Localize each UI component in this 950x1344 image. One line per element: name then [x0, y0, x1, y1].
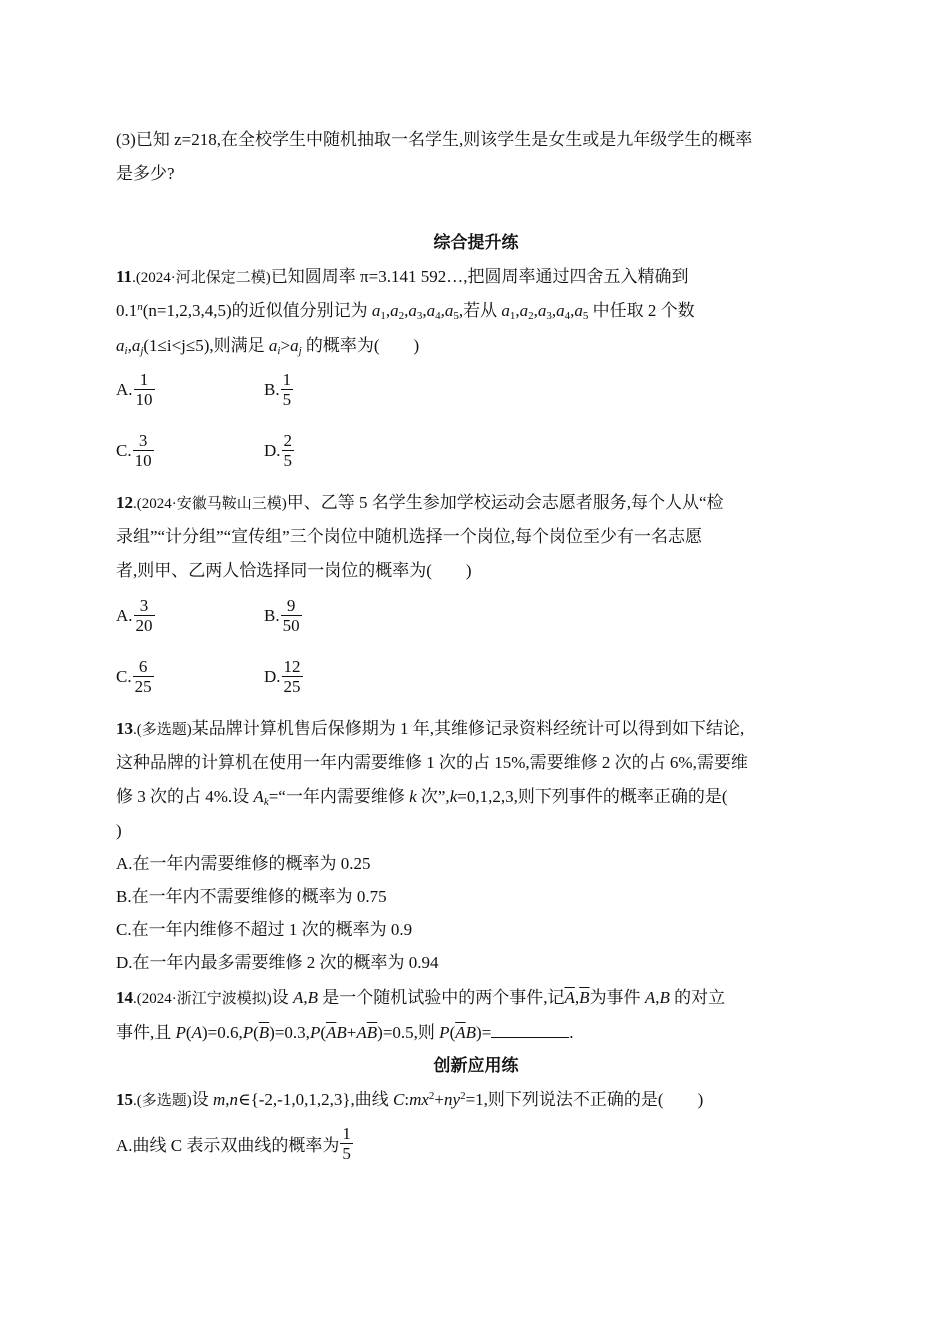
q11-option-c[interactable] [116, 431, 154, 470]
q11-line2: $0.1^n(n=1,2,3,4,5)$的近似值分别记为 $a_1,a_2,a_3,a_4,a_5$,若从 $a_1,a_2,a_3,a_4,a_5$ 中任取 2 个数 [116, 301, 695, 322]
q11-option-a-label: A. [116, 379, 133, 399]
q11-text1: 已知圆周率 π=3.141 592…,把圆周率通过四舍五入精确到 [270, 267, 689, 286]
q12-number: 12 [116, 493, 133, 512]
q11-option-d[interactable] [264, 431, 294, 470]
q15-option-a-text: A.曲线 C 表示双曲线的概率为 [116, 1136, 340, 1155]
q11-line3: $a_i,a_j(1\le i<j\le 5)$,则满足 $a_i>a_j$ 的概率为( ) [116, 336, 420, 357]
q11-source: .(2024·河北保定二模) [132, 270, 271, 286]
q11-line1 [116, 266, 688, 289]
q11-text3-a: (1≤i<j≤5),则满足 [143, 336, 269, 355]
q12-text3-end: ) [465, 561, 472, 580]
q13-text3-a: 修 3 次的占 4%.设 [116, 787, 254, 806]
q15-line1: 15.(多选题)设 m,n∈{-2,-1,0,1,2,3},曲线 $C:mx^2+ny^2=1$,则下列说法不正确的是( ) [116, 1090, 704, 1109]
q11-option-a[interactable] [116, 370, 155, 409]
q12-option-c-label: C. [116, 666, 132, 686]
q13-source: .(多选题) [133, 722, 192, 738]
q14-answer-blank[interactable] [491, 1021, 569, 1038]
q11-text3-c: ) [413, 336, 420, 355]
q12-source: .(2024·安徽马鞍山三模) [133, 496, 287, 512]
q11-number: 11 [116, 267, 133, 286]
q10-part3-line2: 是多少? [116, 164, 175, 183]
q14-text2-a: 事件,且 [116, 1023, 176, 1042]
q12-option-a-fraction: $\frac{3}{20}$ [135, 596, 153, 635]
q12-text3: 者,则甲、乙两人恰选择同一岗位的概率为( [116, 561, 432, 580]
q12-option-b[interactable] [264, 596, 302, 635]
q13-line2: 这种品牌的计算机在使用一年内需要维修 1 次的占 15%,需要维修 2 次的占 6%,需要维 [116, 753, 748, 772]
q13-line1 [116, 718, 744, 741]
q12-line1 [116, 492, 724, 515]
q15-text1-a: 设 [191, 1090, 213, 1109]
q11-option-d-label: D. [264, 440, 281, 460]
q13-option-a[interactable]: A.在一年内需要维修的概率为 0.25 [116, 854, 371, 873]
q12-option-d-fraction: $\frac{12}{25}$ [283, 657, 301, 696]
section-title-comprehensive: 综合提升练 [433, 233, 519, 252]
q14-text2-f: . [569, 1023, 574, 1042]
q12-option-d-label: D. [264, 666, 281, 686]
q12-option-c[interactable] [116, 657, 154, 696]
q12-option-b-label: B. [264, 605, 280, 625]
q12-line3 [116, 560, 472, 582]
q13-option-d[interactable]: D.在一年内最多需要维修 2 次的概率为 0.94 [116, 953, 439, 972]
q11-option-d-fraction: $\frac{2}{5}$ [283, 431, 293, 470]
q15-text1-c: =1,则下列说法不正确的是( [465, 1090, 664, 1109]
q11-option-b-label: B. [264, 379, 280, 399]
q15-option-a[interactable] [116, 1124, 353, 1163]
q10-part3-line1: (3)已知 z=218,在全校学生中随机抽取一名学生,则该学生是女生或是九年级学生的概率 [116, 130, 753, 149]
q14-text2-b: =0.6, [207, 1023, 243, 1042]
q13-line4: ) [116, 821, 122, 840]
q12-option-a-label: A. [116, 605, 133, 625]
q12-option-a[interactable] [116, 596, 155, 635]
q14-text1-b: 是一个随机试验中的两个事件,记 [318, 988, 565, 1007]
q14-line2: 事件,且 $P(A)=0.6,P(\overline{B})=0.3,P(\overline{A}B+A\overline{B})=0.5$,则 $P(\overline{A}B)=$ . [116, 1023, 574, 1042]
q12-option-c-fraction: $\frac{6}{25}$ [134, 657, 152, 696]
q13-line3: 修 3 次的占 4%.设 $A_k=“$一年内需要维修 k 次”,k=0,1,2,3,则下列事件的概率正确的是( [116, 787, 728, 808]
q13-text3-b: =“一年内需要维修 [268, 787, 410, 806]
q12-text1: 甲、乙等 5 名学生参加学校运动会志愿者服务,每个人从“检 [286, 493, 724, 512]
q11-option-c-fraction: $\frac{3}{10}$ [134, 431, 152, 470]
q11-option-a-fraction: $\frac{1}{10}$ [135, 370, 153, 409]
q11-text2-b: (n=1,2,3,4,5)的近似值分别记为 [142, 301, 372, 320]
q13-text3-d: =0,1,2,3,则下列事件的概率正确的是( [457, 787, 728, 806]
q15-number: 15 [116, 1090, 133, 1109]
q11-text2-a: 0.1 [116, 301, 138, 320]
q14-text2-c: =0.3, [274, 1023, 310, 1042]
q13-text1: 某品牌计算机售后保修期为 1 年,其维修记录资料经统计可以得到如下结论, [191, 719, 745, 738]
q11-option-b-fraction: $\frac{1}{5}$ [282, 370, 292, 409]
q11-text2-c: ,若从 [458, 301, 502, 320]
q14-text1-a: 设 [271, 988, 293, 1007]
q13-option-c[interactable]: C.在一年内维修不超过 1 次的概率为 0.9 [116, 920, 413, 939]
q12-line2: 录组”“计分组”“宣传组”三个岗位中随机选择一个岗位,每个岗位至少有一名志愿 [116, 527, 702, 546]
q11-text2-d: 中任取 2 个数 [588, 301, 695, 320]
q14-text2-d: =0.5,则 [382, 1023, 440, 1042]
q15-text1-b: ∈{-2,-1,0,1,2,3},曲线 [238, 1090, 394, 1109]
q11-option-b[interactable] [264, 370, 293, 409]
q14-text1-d: 的对立 [669, 988, 726, 1007]
q14-source: .(2024·浙江宁波模拟) [133, 991, 272, 1007]
q13-text3-c: 次”, [416, 787, 450, 806]
q12-option-d[interactable] [264, 657, 303, 696]
q15-text1-d: ) [697, 1090, 704, 1109]
q15-option-a-fraction: $\frac{1}{5}$ [342, 1124, 351, 1163]
section-title-innovation: 创新应用练 [433, 1056, 519, 1075]
q14-text1-c: 为事件 [589, 988, 645, 1007]
q13-number: 13 [116, 719, 133, 738]
q14-text2-e: = [481, 1023, 492, 1042]
q14-line1: 14.(2024·浙江宁波模拟)设 A,B 是一个随机试验中的两个事件,记$\overline{A},\overline{B}$为事件 A,B 的对立 [116, 988, 726, 1007]
q14-number: 14 [116, 988, 133, 1007]
q11-text3-b: 的概率为( [301, 336, 380, 355]
q12-option-b-fraction: $\frac{9}{50}$ [282, 596, 300, 635]
q15-source: .(多选题) [133, 1093, 192, 1109]
q13-option-b[interactable]: B.在一年内不需要维修的概率为 0.75 [116, 887, 387, 906]
q11-option-c-label: C. [116, 440, 132, 460]
